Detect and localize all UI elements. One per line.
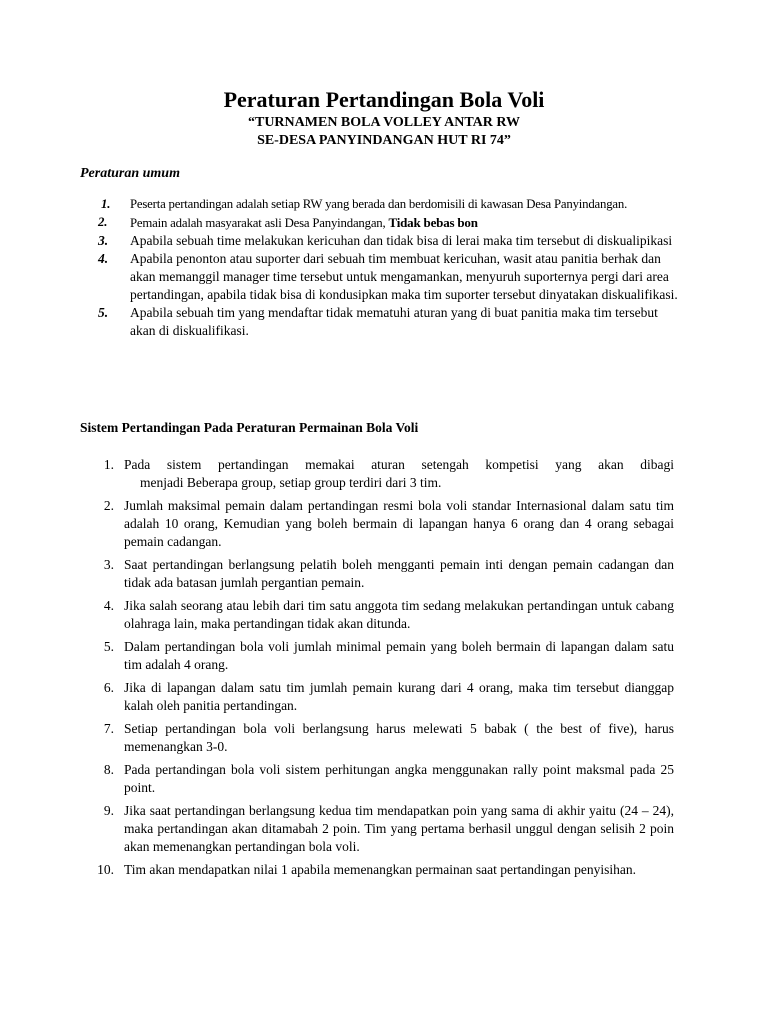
list-item-number: 5.: [98, 305, 109, 320]
list-item-text: Peserta pertandingan adalah setiap RW yang berada dan berdomisili di kawasan Desa Panyindangan.: [130, 197, 628, 211]
list-item-number: 8.: [103, 762, 114, 777]
list-item: [0, 861, 674, 879]
list-item: [0, 232, 768, 250]
list-item: [0, 196, 768, 213]
list-item-text: Dalam pertandingan bola voli jumlah minimal pemain yang boleh bermain di lapangan dalam satu tim adalah 4 orang.: [124, 639, 674, 672]
list-item-text-line-1: Pada sistem pertandingan memakai aturan setengah kompetisi yang akan dibagi: [124, 457, 674, 472]
document-title: Peraturan Pertandingan Bola Voli: [223, 87, 545, 112]
list-item-text: Jika di lapangan dalam satu tim jumlah pemain kurang dari 4 orang, maka tim tersebut dianggap kalah oleh panitia pertandingan.: [124, 680, 674, 713]
match-system-list: [0, 456, 768, 884]
list-item-number: 9.: [103, 803, 114, 818]
list-item: [0, 456, 674, 492]
list-item: [0, 497, 674, 551]
list-item-number: 4.: [98, 251, 109, 266]
list-item-text: Jika salah seorang atau lebih dari tim satu anggota tim sedang melakukan pertandingan untuk cabang olahraga lain, maka pertandingan tidak akan ditunda.: [124, 598, 674, 631]
list-item-text: Jumlah maksimal pemain dalam pertandingan resmi bola voli standar Internasional dalam satu tim adalah 10 orang, Kemudian yang boleh bermain di lapangan hanya 6 orang dan 4 orang sebagai pemain cadangan.: [124, 498, 674, 549]
list-item-number: 1.: [103, 457, 114, 472]
list-item: [0, 638, 674, 674]
list-item-number: 3.: [103, 557, 114, 572]
list-item-number: 2.: [103, 498, 114, 513]
list-item: [0, 802, 674, 856]
list-item: [0, 304, 768, 340]
list-item-text: Setiap pertandingan bola voli berlangsung harus melewati 5 babak ( the best of five), harus memenangkan 3-0.: [124, 721, 674, 754]
list-item-number: 6.: [103, 680, 114, 695]
list-item-text: Apabila sebuah tim yang mendaftar tidak mematuhi aturan yang di buat panitia maka tim tersebut akan di diskualifikasi.: [130, 305, 658, 338]
list-item: [0, 679, 674, 715]
list-item: [0, 597, 674, 633]
list-item-text: Apabila sebuah time melakukan kericuhan dan tidak bisa di lerai maka tim tersebut di diskualipikasi: [130, 233, 673, 248]
list-item-number: 4.: [103, 598, 114, 613]
list-item-number: 10.: [97, 862, 114, 877]
list-item-number: 5.: [103, 639, 114, 654]
subtitle-line-1: “TURNAMEN BOLA VOLLEY ANTAR RW: [247, 115, 520, 130]
list-item: [0, 761, 674, 797]
section-heading-umum: Peraturan umum: [80, 166, 180, 181]
list-item-text: Saat pertandingan berlangsung pelatih boleh mengganti pemain inti dengan pemain cadangan dan tidak ada batasan jumlah pergantian pemain.: [124, 557, 674, 590]
list-item-text: Jika saat pertandingan berlangsung kedua tim mendapatkan poin yang sama di akhir yaitu (24 – 24), maka pertandingan akan ditamabah 2 poin. Tim yang pertama berhasil unggul dengan selisih 2 poin akan memenangkan pertandingan bola voli.: [124, 803, 674, 854]
list-item-text-line-2: menjadi Beberapa group, setiap group terdiri dari 3 tim.: [140, 475, 442, 490]
list-item: [0, 214, 768, 232]
list-item-number: 2.: [98, 215, 108, 229]
subtitle-line-2: SE-DESA PANYINDANGAN HUT RI 74”: [257, 133, 511, 148]
list-item-number: 1.: [101, 197, 111, 211]
section-heading-sistem: Sistem Pertandingan Pada Peraturan Permainan Bola Voli: [80, 420, 419, 435]
general-rules-list: [0, 196, 768, 340]
list-item: [0, 250, 768, 304]
list-item-bold-text: Tidak bebas bon: [388, 215, 478, 230]
list-item-number: 7.: [103, 721, 114, 736]
list-item-text: Pemain adalah masyarakat asli Desa Panyindangan,: [130, 216, 389, 230]
list-item: [0, 556, 674, 592]
list-item-text: Pada pertandingan bola voli sistem perhitungan angka menggunakan rally point maksmal pada 25 point.: [124, 762, 674, 795]
list-item-text: Tim akan mendapatkan nilai 1 apabila memenangkan permainan saat pertandingan penyisihan.: [124, 862, 636, 877]
list-item-number: 3.: [98, 233, 109, 248]
list-item: [0, 720, 674, 756]
list-item-text: Apabila penonton atau suporter dari sebuah tim membuat kericuhan, wasit atau panitia berhak dan akan memanggil manager time tersebut untuk mengamankan, menyuruh suporternya pergi dari area pertandingan, apabila tidak bisa di kondusipkan maka tim suporter tersebut dinyatakan diskualifikasi.: [130, 251, 678, 302]
